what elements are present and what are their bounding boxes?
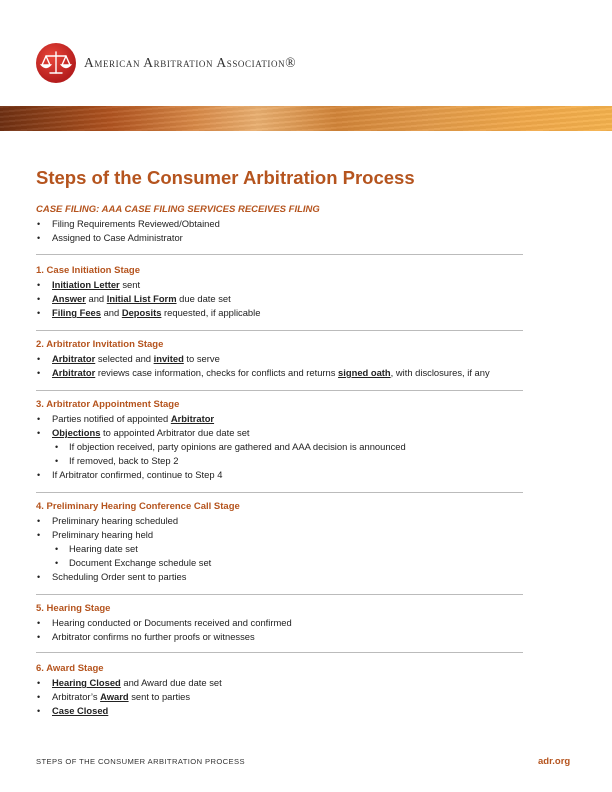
list-item [36, 412, 523, 426]
text: sent to parties [128, 691, 191, 702]
section-heading: 6. Award Stage [36, 663, 104, 674]
case-filing-list [36, 217, 523, 245]
answer-link[interactable]: Answer [52, 293, 86, 304]
sub-list-item: • Document Exchange schedule set [36, 556, 523, 570]
divider [36, 492, 523, 493]
organization-name: American Arbitration Association® [84, 55, 297, 70]
scales-of-justice-icon [36, 43, 76, 83]
case-filing-section [36, 203, 523, 245]
text: sent [119, 279, 141, 290]
section-heading: 5. Hearing Stage [36, 603, 111, 614]
list-item: • Preliminary hearing held [36, 528, 523, 542]
sub-list-item: • Hearing date set [36, 542, 523, 556]
list-item [36, 690, 523, 704]
footer-document-title: STEPS OF THE CONSUMER ARBITRATION PROCESS [36, 757, 245, 766]
list-item [36, 352, 523, 366]
header-band [0, 106, 612, 131]
text: and [100, 307, 122, 318]
list-item: • Assigned to Case Administrator [36, 231, 523, 245]
page-title: Steps of the Consumer Arbitration Process [36, 167, 415, 188]
section-heading: 4. Preliminary Hearing Conference Call Stage [36, 501, 240, 512]
filing-fees-link[interactable]: Filing Fees [52, 307, 101, 318]
text: to appointed Arbitrator due date set [100, 427, 250, 438]
divider [36, 652, 523, 653]
list-item: • Arbitrator confirms no further proofs or witnesses [36, 630, 523, 644]
sub-list-item: • If objection received, party opinions are gathered and AAA decision is announced [36, 440, 523, 454]
text: due date set [176, 293, 231, 304]
text: requested, if applicable [161, 307, 261, 318]
section-heading: 2. Arbitrator Invitation Stage [36, 339, 164, 350]
footer-website-link[interactable]: adr.org [538, 756, 571, 767]
award-link[interactable]: Award [100, 691, 129, 702]
stage-4-section [36, 500, 523, 584]
section-heading: 1. Case Initiation Stage [36, 265, 140, 276]
list-item [36, 278, 523, 292]
text: Parties notified of appointed [52, 413, 171, 424]
divider [36, 390, 523, 391]
objections-link[interactable]: Objections [52, 427, 101, 438]
initiation-letter-link[interactable]: Initiation Letter [52, 279, 120, 290]
hearing-closed-link[interactable]: Hearing Closed [52, 677, 121, 688]
invited-link[interactable]: invited [153, 353, 184, 364]
list-item [36, 426, 523, 440]
stage-1-section [36, 264, 523, 320]
text: and [85, 293, 107, 304]
list-item [36, 676, 523, 690]
text: and Award due date set [120, 677, 222, 688]
list-item [36, 306, 523, 320]
list-item [36, 704, 523, 718]
text: Arbitrator’s [52, 691, 101, 702]
deposits-link[interactable]: Deposits [121, 307, 162, 318]
stage-5-section [36, 602, 523, 644]
list-item: • If Arbitrator confirmed, continue to Step 4 [36, 468, 523, 482]
case-closed-link[interactable]: Case Closed [52, 705, 109, 716]
stage-3-section [36, 398, 523, 482]
initial-list-form-link[interactable]: Initial List Form [106, 293, 177, 304]
list-item [36, 366, 523, 380]
text: reviews case information, checks for conflicts and returns [95, 367, 339, 378]
list-item: • Scheduling Order sent to parties [36, 570, 523, 584]
section-heading: 3. Arbitrator Appointment Stage [36, 399, 180, 410]
list-item: • Filing Requirements Reviewed/Obtained [36, 217, 523, 231]
section-heading: CASE FILING: AAA CASE FILING SERVICES RECEIVES FILING [36, 204, 320, 215]
divider [36, 254, 523, 255]
aaa-logo [36, 43, 76, 83]
arbitrator-link[interactable]: Arbitrator [52, 367, 96, 378]
divider [36, 594, 523, 595]
signed-oath-link[interactable]: signed oath [338, 367, 391, 378]
stage-6-section [36, 662, 523, 718]
text: to serve [183, 353, 220, 364]
divider [36, 330, 523, 331]
text: , with disclosures, if any [390, 367, 490, 378]
list-item: • Preliminary hearing scheduled [36, 514, 523, 528]
text: selected and [95, 353, 154, 364]
list-item: • Hearing conducted or Documents received and confirmed [36, 616, 523, 630]
arbitrator-link[interactable]: Arbitrator [52, 353, 96, 364]
arbitrator-link[interactable]: Arbitrator [170, 413, 215, 424]
sub-list-item: • If removed, back to Step 2 [36, 454, 523, 468]
list-item [36, 292, 523, 306]
stage-2-section [36, 338, 523, 380]
